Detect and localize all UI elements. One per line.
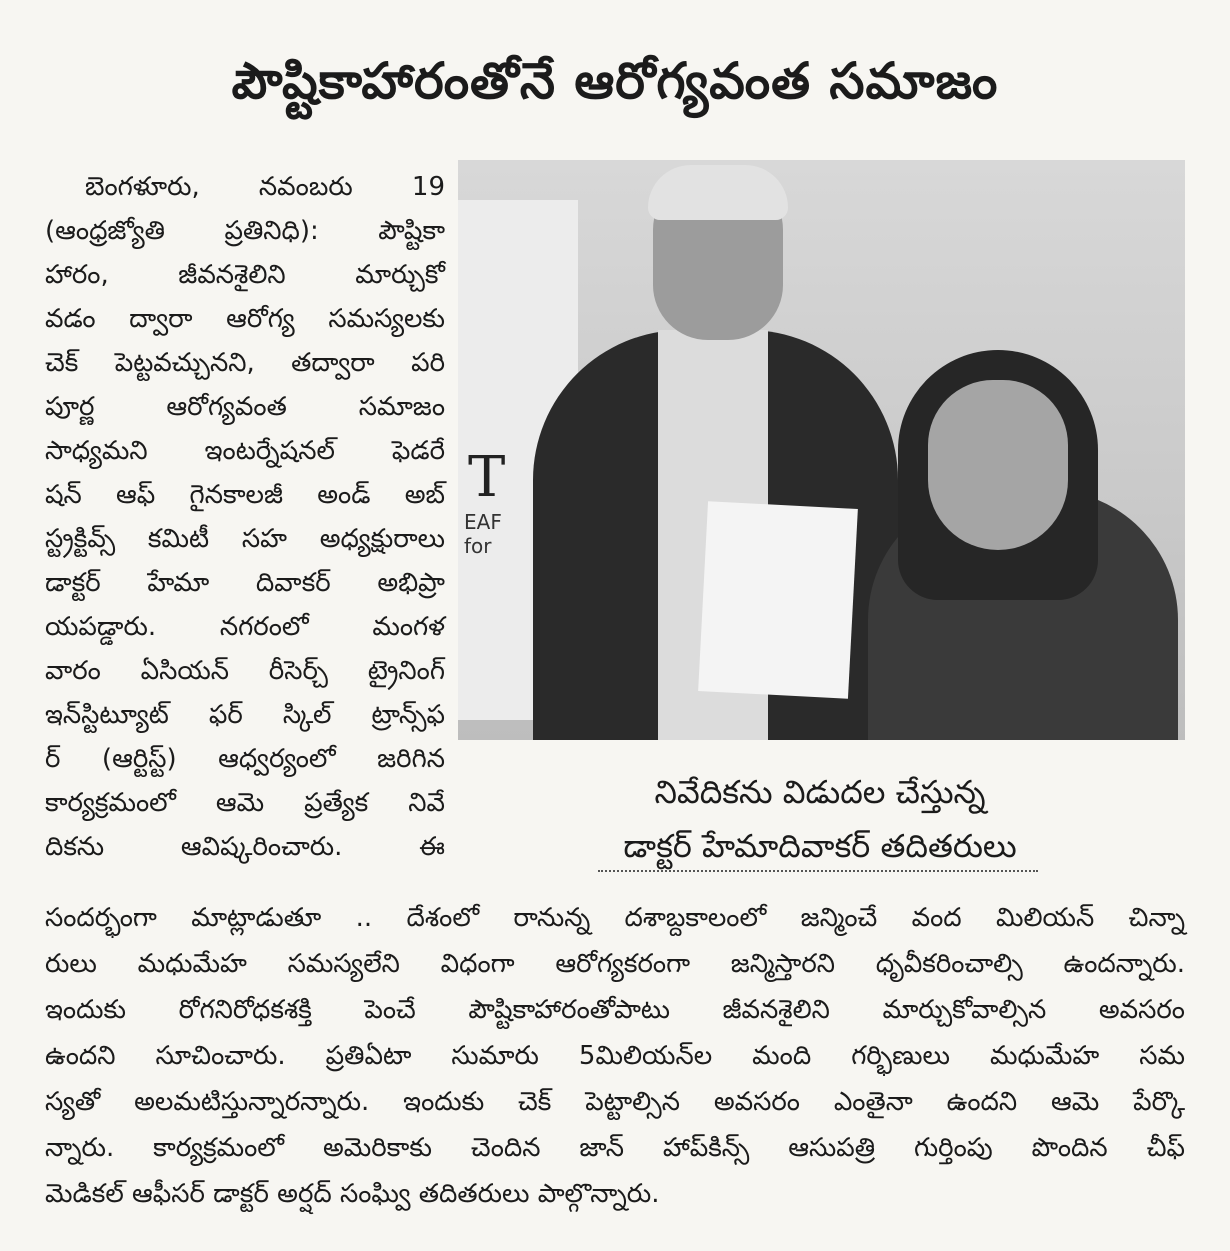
text-line: ఉందని సూచించారు. ప్రతిఏటా సుమారు 5మిలియన్‌ల మంది గర్భిణులు మధుమేహ సమ <box>45 1041 1185 1071</box>
text-line: దికను ఆవిష్కరించారు. ఈ <box>45 832 445 862</box>
text-line: ఇన్‌స్టిట్యూట్ ఫర్ స్కిల్ ట్రాన్స్‌ఫ <box>45 700 445 730</box>
backdrop-word: EAF <box>464 510 502 534</box>
text-line: స్ట్రక్టివ్స్ కమిటీ సహ అధ్యక్షురాలు <box>45 524 445 554</box>
text-line: మెడికల్ ఆఫీసర్ డాక్టర్ అర్షద్ సంఘ్వి తదితరులు పాల్గొన్నారు. <box>45 1179 660 1209</box>
text-line: డాక్టర్ హేమా దివాకర్ అభిప్రా <box>45 568 445 598</box>
backdrop-lettering: T <box>468 445 506 510</box>
caption-line: డాక్టర్ హేమాదివాకర్ తదితరులు <box>623 827 1017 865</box>
text-line: కార్యక్రమంలో ఆమె ప్రత్యేక నివే <box>45 788 445 818</box>
text-line: సందర్భంగా మాట్లాడుతూ .. దేశంలో రానున్న దశాబ్దకాలంలో జన్మించే వంద మిలియన్ చిన్నా <box>45 903 1185 933</box>
text-line: పూర్ణ ఆరోగ్యవంత సమాజం <box>45 392 445 422</box>
news-photo <box>458 160 1185 740</box>
text-line: చెక్ పెట్టవచ్చునని, తద్వారా పరి <box>45 348 445 378</box>
text-line: స్యతో అలమటిస్తున్నారన్నారు. ఇందుకు చెక్ పెట్టాల్సిన అవసరం ఎంతైనా ఉందని ఆమె పేర్కొ <box>45 1087 1185 1117</box>
text-line: (ఆంధ్రజ్యోతి ప్రతినిధి): పౌష్టికా <box>45 216 445 246</box>
text-line: సాధ్యమని ఇంటర్నేషనల్ ఫెడరే <box>45 436 445 466</box>
caption-line: నివేదికను విడుదల చేస్తున్న <box>654 773 986 811</box>
report-document <box>698 501 858 699</box>
text-line: ర్ (ఆర్టిస్ట్) ఆధ్వర్యంలో జరిగిన <box>45 744 445 774</box>
text-line: రులు మధుమేహ సమస్యలేని విధంగా ఆరోగ్యకరంగా జన్మిస్తారని ధృవీకరించాల్సి ఉందన్నారు. <box>45 949 1185 979</box>
article-body-full-width <box>45 895 1185 1217</box>
text-line: యపడ్డారు. నగరంలో మంగళ <box>45 612 445 642</box>
backdrop-lettering-small <box>464 510 502 558</box>
article-column <box>45 165 445 869</box>
text-line: షన్ ఆఫ్ గైనకాలజీ అండ్ అబ్ <box>45 480 445 510</box>
text-line: వారం ఏసియన్ రీసెర్చ్ ట్రైనింగ్ <box>45 656 445 686</box>
dateline: బెంగళూరు, నవంబరు 19 <box>85 172 445 202</box>
backdrop-word: for <box>464 534 492 558</box>
photo-caption <box>575 765 1065 873</box>
caption-divider <box>598 870 1038 872</box>
woman-face <box>928 380 1068 550</box>
text-line: న్నారు. కార్యక్రమంలో అమెరికాకు చెందిన జాన్ హాప్‌కిన్స్ ఆసుపత్రి గుర్తింపు పొందిన చీఫ్ <box>45 1133 1185 1163</box>
text-line: వడం ద్వారా ఆరోగ్య సమస్యలకు <box>45 304 445 334</box>
man-hair <box>648 165 788 220</box>
text-line: హారం, జీవనశైలిని మార్చుకో <box>45 260 445 290</box>
text-line: ఇందుకు రోగనిరోధకశక్తి పెంచే పౌష్టికాహారంతోపాటు జీవనశైలిని మార్చుకోవాల్సిన అవసరం <box>45 995 1185 1025</box>
headline: పౌష్టికాహారంతోనే ఆరోగ్యవంత సమాజం <box>231 52 999 110</box>
